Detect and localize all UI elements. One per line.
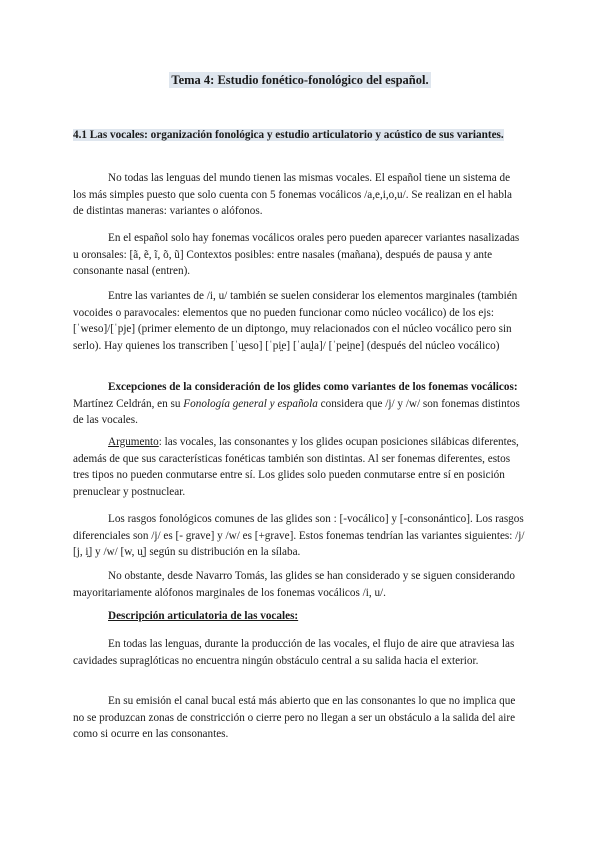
paragraph-8: En todas las lenguas, durante la producción de las vocales, el flujo de aire que atraviesa las cavidades supraglóticas no encuentra ningún obstáculo central a su salida hacia el exterior. (73, 638, 515, 667)
paragraph-7: No obstante, desde Navarro Tomás, las glides se han considerado y se siguen considerando mayoritariamente alófonos marginales de los fonemas vocálicos /i, u/. (73, 570, 515, 599)
subheading (73, 608, 525, 625)
paragraph-4 (73, 379, 525, 429)
section-heading-text: 4.1 Las vocales: organización fonológica y estudio articulatorio y acústico de sus variantes. (73, 129, 504, 141)
paragraph-3: Entre las variantes de /i, u/ también se suelen considerar los elementos marginales (también vocoides o paravocales: elementos que no pueden funcionar como núcleo vocálico) de los ejs: [ˈweso]/[ˈpje] (primer elemento de un diptongo, muy relacionados con el núcleo vocálico pero sin serlo). Hay quienes los transcriben [ˈu̯eso] [ˈpi̯e] [ˈau̯la]/ [ˈpei̯ne] (después del núcleo vocálico) (73, 290, 518, 352)
subheading-text: Descripción articulatoria de las vocales: (108, 610, 299, 622)
book-title: Fonología general y española (183, 397, 318, 410)
paragraph-9: En su emisión el canal bucal está más abierto que en las consonantes lo que no implica que no se produzcan zonas de constricción o cierre pero no llegan a ser un obstáculo a la salida del aire como si ocurre en las consonantes. (73, 695, 516, 740)
argument-label: Argumento (108, 436, 159, 448)
section-heading (73, 127, 525, 144)
argument-text: : las vocales, las consonantes y los glides ocupan posiciones silábicas diferentes, además de que sus características fonéticas también son distintas. Al ser fonemas diferentes, estos tres tipos no pueden conmutarse entre sí. Los glides solo pueden conmutarse entre sí en posición prenuclear y postnuclear. (73, 436, 519, 498)
document-title (0, 72, 600, 90)
paragraph-6: Los rasgos fonológicos comunes de las glides son : [-vocálico] y [-consonántico]. Los rasgos diferenciales son /j/ es [- grave] y /w/ es [+grave]. Estos fonemas tendrían las variantes siguientes: /j/ [j, i̯] y /w/ [w, u̯] según su distribución en la sílaba. (73, 513, 525, 558)
title-text: Tema 4: Estudio fonético-fonológico del español. (171, 73, 429, 87)
glides-exceptions-heading: Excepciones de la consideración de los glides como variantes de los fonemas vocálicos: (108, 381, 518, 393)
paragraph-2: En el español solo hay fonemas vocálicos orales pero pueden aparecer variantes nasalizadas u oronsales: [ã, ẽ, ĩ, õ, ũ] Contextos posibles: entre nasales (mañana), después de pausa y ante consonante nasal (entren). (73, 232, 520, 277)
p4-text-b: considera que /j/ y /w/ son fonemas distintos de las vocales. (73, 397, 520, 426)
paragraph-5 (73, 434, 525, 500)
p4-text-a: Martínez Celdrán, en su (73, 397, 184, 410)
paragraph-1: No todas las lenguas del mundo tienen las mismas vocales. El español tiene un sistema de los más simples puesto que solo cuenta con 5 fonemas vocálicos /a,e,i,o,u/. Se realizan en el habla de distintas maneras: variantes o alófonos. (73, 172, 512, 217)
